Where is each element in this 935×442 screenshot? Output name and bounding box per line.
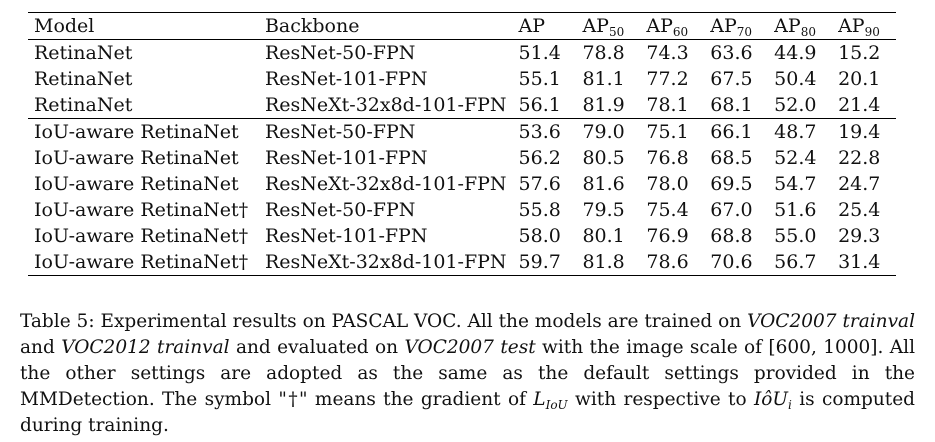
- cell-ap90: 22.8: [838, 147, 881, 169]
- caption-iou-hat: [754, 389, 792, 410]
- header-ap90-sub: 90: [864, 25, 880, 39]
- cell-ap: 56.2: [518, 147, 561, 169]
- table-body: [28, 40, 896, 276]
- cell-ap50: 80.1: [582, 225, 625, 247]
- cell-model: IoU-aware RetinaNet†: [34, 199, 249, 221]
- cell-ap50: 81.6: [582, 173, 625, 195]
- cell-ap: 59.7: [513, 249, 577, 276]
- cell-ap90: 25.4: [838, 199, 881, 221]
- cell-ap60: 74.3: [646, 42, 689, 64]
- caption-text-1: Table 5: Experimental results on PASCAL VOC. All the models are trained on: [20, 310, 748, 332]
- table-row: [28, 40, 896, 67]
- cell-ap90: 15.2: [838, 42, 881, 64]
- cell-ap50: 79.0: [576, 119, 640, 146]
- cell-ap60: 76.8: [646, 147, 689, 169]
- table-row: [28, 92, 896, 119]
- cell-ap60: 75.1: [640, 119, 704, 146]
- cell-backbone: ResNet-101-FPN: [264, 147, 428, 169]
- cell-ap60: 78.6: [640, 249, 704, 276]
- caption-text-5: with respective to: [567, 388, 754, 410]
- cell-backbone: ResNet-101-FPN: [264, 68, 428, 90]
- cell-ap60: 78.1: [646, 94, 689, 116]
- cell-backbone: ResNeXt-32x8d-101-FPN: [264, 173, 507, 195]
- cell-model: RetinaNet: [34, 68, 133, 90]
- cell-ap50: 81.8: [576, 249, 640, 276]
- header-ap70: [704, 13, 768, 40]
- cell-ap90: 21.4: [838, 94, 881, 116]
- table-row: [28, 223, 896, 249]
- cell-ap60: 76.9: [646, 225, 689, 247]
- cell-ap70: 67.5: [710, 68, 753, 90]
- header-ap60-sub: 60: [672, 25, 689, 39]
- caption-voc2007-test: VOC2007 test: [404, 336, 536, 358]
- cell-ap50: 78.8: [582, 42, 625, 64]
- header-ap70-label: AP: [710, 15, 737, 37]
- results-table: [28, 12, 896, 276]
- header-backbone: Backbone: [259, 13, 513, 40]
- header-row: [28, 13, 896, 40]
- header-ap60: [640, 13, 704, 40]
- caption-l-iou: [533, 389, 567, 410]
- cell-ap80: 50.4: [774, 68, 817, 90]
- cell-ap: 56.1: [518, 94, 561, 116]
- caption-text-4: with the image scale of [600, 1000]. All the other settings are adopted as the same as the default settings provided in the MMDetection. The symbol "†" means the gradient of: [20, 336, 915, 410]
- cell-ap: 57.6: [518, 173, 561, 195]
- header-ap90: [832, 13, 896, 40]
- caption-l-main: L: [533, 388, 546, 410]
- cell-ap70: 68.8: [710, 225, 753, 247]
- cell-ap: 53.6: [513, 119, 577, 146]
- header-model: Model: [28, 13, 259, 40]
- caption-iou-hat-sub: i: [788, 397, 792, 412]
- cell-ap80: 44.9: [774, 42, 817, 64]
- table-caption: [20, 309, 915, 439]
- cell-ap70: 69.5: [710, 173, 753, 195]
- cell-ap50: 81.1: [582, 68, 625, 90]
- cell-ap70: 70.6: [704, 249, 768, 276]
- table-row: [28, 197, 896, 223]
- cell-backbone: ResNet-50-FPN: [259, 119, 513, 146]
- cell-ap: 55.8: [518, 199, 561, 221]
- cell-ap: 51.4: [518, 42, 561, 64]
- cell-ap80: 52.0: [774, 94, 817, 116]
- cell-model: IoU-aware RetinaNet: [34, 173, 239, 195]
- cell-ap80: 48.7: [768, 119, 832, 146]
- caption-l-sub: IoU: [545, 397, 568, 412]
- table-row: [28, 249, 896, 276]
- header-ap70-sub: 70: [736, 25, 753, 39]
- header-ap90-label: AP: [838, 15, 865, 37]
- cell-ap70: 67.0: [710, 199, 753, 221]
- header-ap80-sub: 80: [800, 25, 816, 39]
- caption-text-2: and: [20, 336, 62, 358]
- cell-model: IoU-aware RetinaNet†: [28, 249, 259, 276]
- cell-ap90: 24.7: [838, 173, 881, 195]
- cell-ap70: 68.5: [710, 147, 753, 169]
- cell-ap80: 55.0: [774, 225, 817, 247]
- cell-ap80: 52.4: [774, 147, 817, 169]
- caption-text-3: and evaluated on: [229, 336, 405, 358]
- cell-ap50: 79.5: [582, 199, 625, 221]
- cell-ap90: 20.1: [838, 68, 881, 90]
- cell-ap50: 81.9: [582, 94, 625, 116]
- table-row: [28, 171, 896, 197]
- table-row: [28, 145, 896, 171]
- header-ap50: [576, 13, 640, 40]
- cell-ap60: 77.2: [646, 68, 689, 90]
- caption-voc2012-trainval: VOC2012 trainval: [61, 336, 230, 358]
- cell-ap60: 75.4: [646, 199, 689, 221]
- caption-iou-hat-main: IôU: [753, 388, 788, 410]
- caption-text-6: is computed during training.: [20, 388, 915, 436]
- cell-model: RetinaNet: [34, 94, 133, 116]
- header-ap80: [768, 13, 832, 40]
- cell-backbone: ResNet-50-FPN: [264, 42, 416, 64]
- header-ap80-label: AP: [774, 15, 801, 37]
- cell-ap: 55.1: [518, 68, 561, 90]
- cell-ap60: 78.0: [646, 173, 689, 195]
- table-row: [28, 66, 896, 92]
- cell-ap: 58.0: [518, 225, 561, 247]
- cell-backbone: ResNet-101-FPN: [264, 225, 428, 247]
- cell-model: IoU-aware RetinaNet: [34, 147, 239, 169]
- cell-ap80: 51.6: [774, 199, 817, 221]
- table-header: [28, 13, 896, 40]
- cell-backbone: ResNeXt-32x8d-101-FPN: [259, 249, 513, 276]
- cell-ap50: 80.5: [582, 147, 625, 169]
- cell-model: IoU-aware RetinaNet†: [34, 225, 249, 247]
- cell-ap90: 31.4: [832, 249, 896, 276]
- table-row: [28, 119, 896, 146]
- cell-ap90: 29.3: [838, 225, 881, 247]
- cell-ap70: 63.6: [710, 42, 753, 64]
- cell-model: IoU-aware RetinaNet: [28, 119, 259, 146]
- header-ap50-label: AP: [582, 15, 609, 37]
- header-ap: AP: [513, 13, 577, 40]
- cell-model: RetinaNet: [34, 42, 133, 64]
- header-ap50-sub: 50: [608, 25, 625, 39]
- cell-ap80: 54.7: [774, 173, 817, 195]
- caption-voc2007-trainval: VOC2007 trainval: [747, 310, 915, 332]
- cell-ap70: 66.1: [704, 119, 768, 146]
- cell-backbone: ResNet-50-FPN: [264, 199, 416, 221]
- cell-ap70: 68.1: [710, 94, 753, 116]
- cell-ap80: 56.7: [768, 249, 832, 276]
- cell-ap90: 19.4: [832, 119, 896, 146]
- cell-backbone: ResNeXt-32x8d-101-FPN: [264, 94, 507, 116]
- header-ap60-label: AP: [646, 15, 673, 37]
